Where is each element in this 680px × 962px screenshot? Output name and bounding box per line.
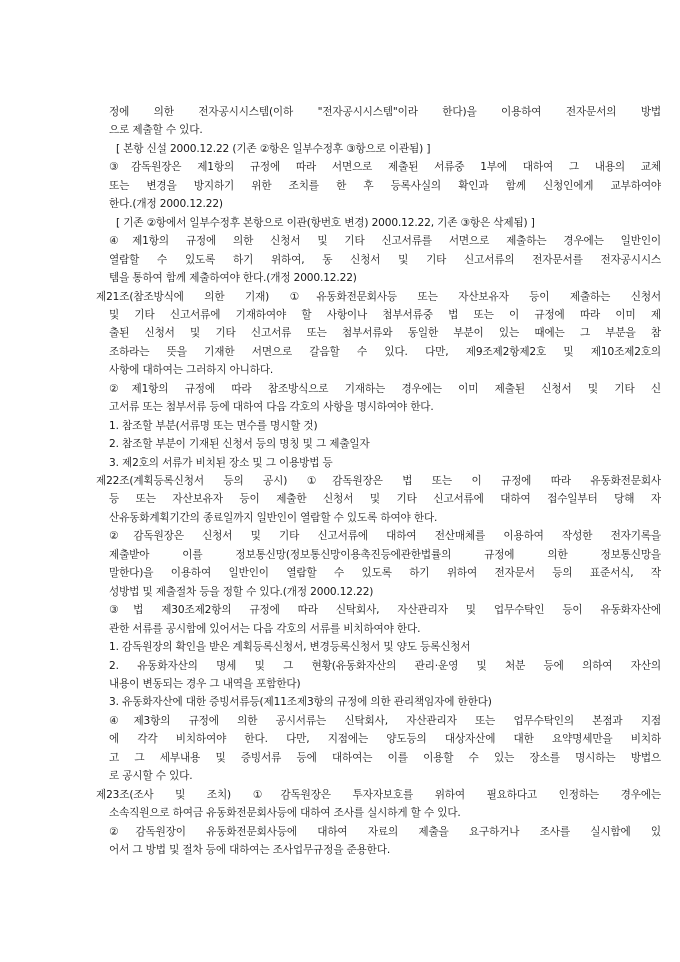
text-line: 고서류 또는 첨부서류 등에 대하여 다음 각호의 사항을 명시하여야 한다.: [109, 401, 434, 413]
text-line: 및 기타 신고서류에 기재하여야 할 사항이나 첨부서류중 법 또는 이 규정에 따라 이미 제: [109, 309, 661, 321]
text-line: 에 각각 비치하여야 한다. 다만, 지점에는 양도등의 대상자산에 대한 요약명세만을 비치하: [109, 733, 661, 745]
text-line: 한다.(개정 2000.12.22): [109, 198, 223, 210]
text-line: 산유동화계획기간의 종료일까지 일반인이 열람할 수 있도록 하여야 한다.: [109, 512, 438, 524]
text-line: 로 공시할 수 있다.: [109, 770, 193, 782]
text-line: 등 또는 자산보유자 등이 제출한 신청서 및 기타 신고서류에 대하여 접수일부터 당해 자: [109, 493, 661, 505]
text-line: 조하라는 뜻을 기재한 서면으로 갈음할 수 있다. 다만, 제9조제2항제2호 및 제10조제2호의: [109, 346, 661, 358]
text-line: 내용이 변동되는 경우 그 내역을 포함한다): [109, 678, 301, 690]
text-line: ③법 제30조제2항의 규정에 따라 신탁회사, 자산관리자 및 업무수탁인 등이 유동화자산에: [109, 604, 661, 616]
text-line: 고 그 세부내용 및 증빙서류 등에 대하여는 이를 이용할 수 있는 장소를 명시하는 방법으: [109, 752, 661, 764]
text-line: 3. 제2호의 서류가 비치된 장소 및 그 이용방법 등: [109, 457, 333, 469]
text-line: 제21조(참조방식에 의한 기재) ①유동화전문회사등 또는 자산보유자 등이 제출하는 신청서: [96, 291, 661, 303]
text-line: 3. 유동화자산에 대한 증빙서류등(제11조제3항의 규정에 의한 관리책임자에 한한다): [109, 696, 492, 708]
text-line: ③감독원장은 제1항의 규정에 따라 서면으로 제출된 서류중 1부에 대하여 그 내용의 교체: [109, 161, 661, 173]
text-line: ④제1항의 규정에 의한 신청서 및 기타 신고서류를 서면으로 제출하는 경우에는 일반인이: [109, 235, 661, 247]
text-line: 템을 통하여 함께 제출하여야 한다.(개정 2000.12.22): [109, 272, 357, 284]
text-line: 1. 참조할 부분(서류명 또는 면수를 명시할 것): [109, 420, 318, 432]
text-line: 출된 신청서 및 기타 신고서류 또는 첨부서류와 동일한 부분이 있는 때에는 그 부분을 참: [109, 327, 661, 339]
text-line: 말한다)을 이용하여 일반인이 열람할 수 있도록 하기 위하여 전자문서 등의 표준서식, 작: [109, 567, 661, 579]
text-line: 제22조(계획등록신청서 등의 공시) ①감독원장은 법 또는 이 규정에 따라 유동화전문회사: [96, 475, 661, 487]
text-line: 으로 제출할 수 있다.: [109, 124, 203, 136]
text-line: ②감독원장이 유동화전문회사등에 대하여 자료의 제출을 요구하거나 조사를 실시함에 있: [109, 826, 661, 838]
text-line: 정에 의한 전자공시시스템(이하 "전자공시시스템"이라 한다)을 이용하여 전자문서의 방법: [109, 106, 661, 118]
text-line: 소속직원으로 하여금 유동화전문회사등에 대하여 조사를 실시하게 할 수 있다.: [109, 807, 461, 819]
text-line: 관한 서류를 공시함에 있어서는 다음 각호의 서류를 비치하여야 한다.: [109, 623, 421, 635]
text-line: 또는 변경을 방지하기 위한 조치를 한 후 등록사실의 확인과 함께 신청인에게 교부하여야: [109, 180, 661, 192]
text-line: 2. 참조할 부분이 기재된 신청서 등의 명칭 및 그 제출일자: [109, 438, 370, 450]
text-line: ②제1항의 규정에 따라 참조방식으로 기재하는 경우에는 이미 제출된 신청서 및 기타 신: [109, 383, 661, 395]
text-line: 제23조(조사 및 조치) ①감독원장은 투자자보호를 위하여 필요하다고 인정하는 경우에는: [96, 789, 661, 801]
text-line: [ 기존 ②항에서 일부수정후 본항으로 이관(항번호 변경) 2000.12.22, 기존 ③항은 삭제됨) ]: [116, 217, 535, 229]
text-line: 1. 감독원장의 확인을 받은 계획등록신청서, 변경등록신청서 및 양도 등록신청서: [109, 641, 471, 653]
text-line: 2. 유동화자산의 명세 및 그 현황(유동화자산의 관리·운영 및 처분 등에 의하여 자산의: [109, 660, 661, 672]
text-line: ②감독원장은 신청서 및 기타 신고서류에 대하여 전산매체를 이용하여 작성한 전자기록을: [109, 530, 661, 542]
text-line: [ 본항 신설 2000.12.22 (기존 ②항은 일부수정후 ③항으로 이관됨) ]: [116, 143, 431, 155]
text-line: ④제3항의 규정에 의한 공시서류는 신탁회사, 자산관리자 또는 업무수탁인의 본점과 지점: [109, 715, 661, 727]
text-line: 열람할 수 있도록 하기 위하여, 동 신청서 및 기타 신고서류의 전자문서를 전자공시시스: [109, 254, 661, 266]
text-line: 제출받아 이를 정보통신망(정보통신망이용촉진등에관한법률의 규정에 의한 정보통신망을: [109, 549, 661, 561]
text-line: 사항에 대하여는 그러하지 아니하다.: [109, 364, 274, 376]
text-line: 성방법 및 제출절차 등을 정할 수 있다.(개정 2000.12.22): [109, 586, 374, 598]
text-line: 어서 그 방법 및 절차 등에 대하여는 조사업무규정을 준용한다.: [109, 844, 391, 856]
